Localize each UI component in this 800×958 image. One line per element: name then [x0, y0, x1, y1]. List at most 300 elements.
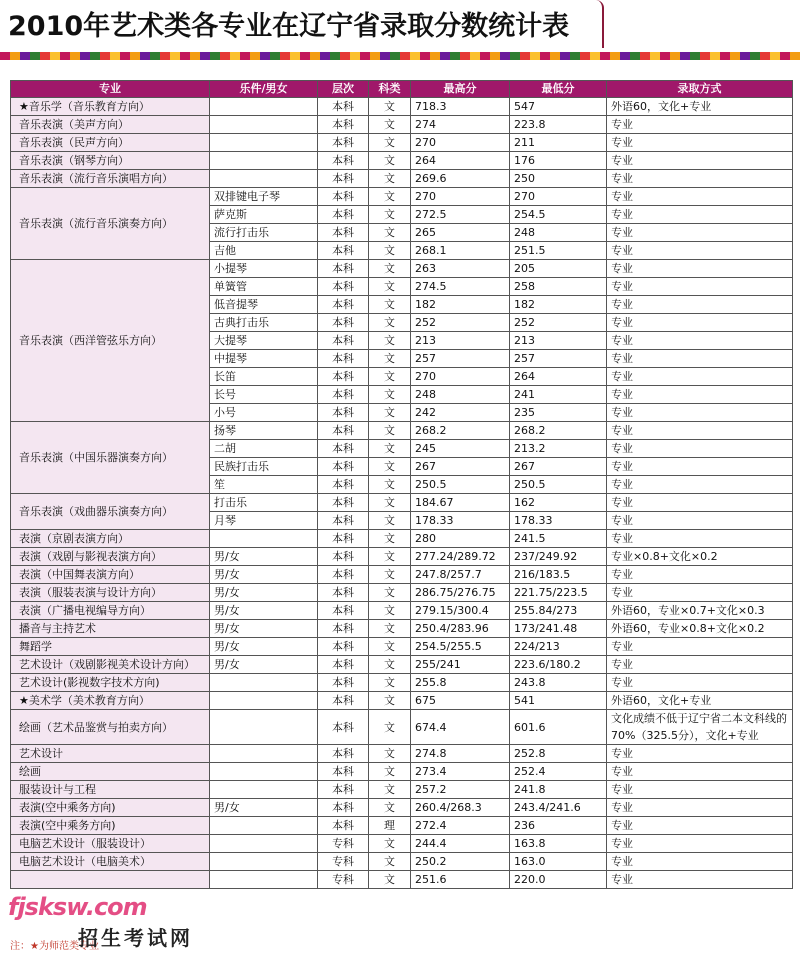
admission-method-cell: 专业 [607, 404, 793, 422]
max-score-cell: 254.5/255.5 [411, 638, 510, 656]
max-score-cell: 178.33 [411, 512, 510, 530]
level-cell: 本科 [318, 260, 369, 278]
min-score-cell: 252 [510, 314, 607, 332]
subject-cell: 文 [369, 206, 411, 224]
min-score-cell: 601.6 [510, 710, 607, 745]
subject-cell: 文 [369, 692, 411, 710]
max-score-cell: 250.4/283.96 [411, 620, 510, 638]
min-score-cell: 251.5 [510, 242, 607, 260]
max-score-cell: 248 [411, 386, 510, 404]
max-score-cell: 252 [411, 314, 510, 332]
major-cell: 音乐表演（戏曲器乐演奏方向） [11, 494, 210, 530]
subject-cell: 文 [369, 566, 411, 584]
column-header: 科类 [369, 81, 411, 98]
admission-method-cell: 专业 [607, 278, 793, 296]
level-cell: 本科 [318, 602, 369, 620]
admission-method-cell: 专业 [607, 835, 793, 853]
max-score-cell: 184.67 [411, 494, 510, 512]
admission-method-cell: 专业 [607, 422, 793, 440]
instrument-cell: 男/女 [210, 602, 318, 620]
max-score-cell: 182 [411, 296, 510, 314]
subject-cell: 文 [369, 386, 411, 404]
table-row [11, 98, 793, 116]
admission-method-cell: 专业 [607, 134, 793, 152]
major-cell: 音乐表演（钢琴方向） [11, 152, 210, 170]
table-row [11, 260, 793, 278]
instrument-cell: 双排键电子琴 [210, 188, 318, 206]
level-cell: 本科 [318, 710, 369, 745]
table-row [11, 763, 793, 781]
min-score-cell: 541 [510, 692, 607, 710]
subject-cell: 文 [369, 170, 411, 188]
major-cell: 音乐表演（中国乐器演奏方向） [11, 422, 210, 494]
instrument-cell [210, 530, 318, 548]
level-cell: 本科 [318, 440, 369, 458]
footnote: 注：★为师范类专业 [10, 941, 99, 952]
subject-cell: 文 [369, 422, 411, 440]
max-score-cell: 242 [411, 404, 510, 422]
min-score-cell: 221.75/223.5 [510, 584, 607, 602]
level-cell: 本科 [318, 98, 369, 116]
level-cell: 本科 [318, 530, 369, 548]
admission-method-cell: 专业 [607, 674, 793, 692]
admission-method-cell: 专业 [607, 871, 793, 889]
level-cell: 本科 [318, 188, 369, 206]
major-cell: 表演（服装表演与设计方向） [11, 584, 210, 602]
max-score-cell: 263 [411, 260, 510, 278]
instrument-cell [210, 781, 318, 799]
watermark-text: 招生考试网 [78, 926, 193, 950]
admission-method-cell: 专业 [607, 512, 793, 530]
major-cell: 表演（中国舞表演方向） [11, 566, 210, 584]
level-cell: 本科 [318, 781, 369, 799]
admission-method-cell: 专业 [607, 817, 793, 835]
min-score-cell: 236 [510, 817, 607, 835]
min-score-cell: 213 [510, 332, 607, 350]
admission-method-cell: 专业 [607, 745, 793, 763]
min-score-cell: 252.4 [510, 763, 607, 781]
instrument-cell [210, 170, 318, 188]
admission-method-cell: 专业 [607, 656, 793, 674]
admission-method-cell: 专业 [607, 530, 793, 548]
major-cell: 绘画（艺术品鉴赏与拍卖方向） [11, 710, 210, 745]
instrument-cell: 吉他 [210, 242, 318, 260]
max-score-cell: 265 [411, 224, 510, 242]
min-score-cell: 223.6/180.2 [510, 656, 607, 674]
instrument-cell [210, 98, 318, 116]
min-score-cell: 250.5 [510, 476, 607, 494]
admission-method-cell: 专业 [607, 260, 793, 278]
min-score-cell: 163.0 [510, 853, 607, 871]
instrument-cell: 男/女 [210, 638, 318, 656]
instrument-cell [210, 134, 318, 152]
max-score-cell: 255.8 [411, 674, 510, 692]
table-row [11, 710, 793, 745]
admission-method-cell: 专业 [607, 781, 793, 799]
admission-method-cell: 专业 [607, 386, 793, 404]
level-cell: 专科 [318, 871, 369, 889]
table-row [11, 853, 793, 871]
admission-method-cell: 专业 [607, 584, 793, 602]
instrument-cell: 小提琴 [210, 260, 318, 278]
subject-cell: 文 [369, 224, 411, 242]
max-score-cell: 274.8 [411, 745, 510, 763]
table-row [11, 656, 793, 674]
instrument-cell [210, 152, 318, 170]
level-cell: 本科 [318, 386, 369, 404]
instrument-cell: 长号 [210, 386, 318, 404]
min-score-cell: 223.8 [510, 116, 607, 134]
subject-cell: 文 [369, 314, 411, 332]
major-cell: 电脑艺术设计（电脑美术） [11, 853, 210, 871]
subject-cell: 文 [369, 152, 411, 170]
level-cell: 本科 [318, 584, 369, 602]
max-score-cell: 274 [411, 116, 510, 134]
min-score-cell: 258 [510, 278, 607, 296]
level-cell: 本科 [318, 422, 369, 440]
table-row [11, 638, 793, 656]
table-row [11, 781, 793, 799]
subject-cell: 理 [369, 817, 411, 835]
major-cell: 音乐表演（流行音乐演唱方向） [11, 170, 210, 188]
min-score-cell: 220.0 [510, 871, 607, 889]
major-cell: 表演（京剧表演方向） [11, 530, 210, 548]
subject-cell: 文 [369, 278, 411, 296]
max-score-cell: 267 [411, 458, 510, 476]
table-row [11, 674, 793, 692]
instrument-cell: 单簧管 [210, 278, 318, 296]
subject-cell: 文 [369, 710, 411, 745]
table-row [11, 116, 793, 134]
instrument-cell [210, 116, 318, 134]
min-score-cell: 216/183.5 [510, 566, 607, 584]
level-cell: 本科 [318, 368, 369, 386]
level-cell: 本科 [318, 656, 369, 674]
level-cell: 本科 [318, 224, 369, 242]
max-score-cell: 268.2 [411, 422, 510, 440]
level-cell: 本科 [318, 296, 369, 314]
table-row [11, 530, 793, 548]
subject-cell: 文 [369, 242, 411, 260]
max-score-cell: 279.15/300.4 [411, 602, 510, 620]
min-score-cell: 224/213 [510, 638, 607, 656]
level-cell: 本科 [318, 242, 369, 260]
max-score-cell: 250.5 [411, 476, 510, 494]
major-cell: 电脑艺术设计（服装设计） [11, 835, 210, 853]
major-cell: 舞蹈学 [11, 638, 210, 656]
instrument-cell: 低音提琴 [210, 296, 318, 314]
admission-method-cell: 文化成绩不低于辽宁省二本文科线的70%（325.5分），文化+专业 [607, 710, 793, 745]
subject-cell: 文 [369, 494, 411, 512]
instrument-cell [210, 817, 318, 835]
subject-cell: 文 [369, 853, 411, 871]
instrument-cell: 男/女 [210, 799, 318, 817]
max-score-cell: 247.8/257.7 [411, 566, 510, 584]
min-score-cell: 173/241.48 [510, 620, 607, 638]
admission-method-cell: 专业 [607, 170, 793, 188]
max-score-cell: 269.6 [411, 170, 510, 188]
level-cell: 本科 [318, 458, 369, 476]
max-score-cell: 257 [411, 350, 510, 368]
instrument-cell: 古典打击乐 [210, 314, 318, 332]
admission-method-cell: 专业 [607, 224, 793, 242]
max-score-cell: 250.2 [411, 853, 510, 871]
max-score-cell: 268.1 [411, 242, 510, 260]
column-header: 最低分 [510, 81, 607, 98]
admission-method-cell: 专业 [607, 296, 793, 314]
table-row [11, 745, 793, 763]
admission-method-cell: 专业 [607, 206, 793, 224]
level-cell: 本科 [318, 620, 369, 638]
column-header: 录取方式 [607, 81, 793, 98]
instrument-cell: 男/女 [210, 620, 318, 638]
subject-cell: 文 [369, 674, 411, 692]
max-score-cell: 264 [411, 152, 510, 170]
subject-cell: 文 [369, 548, 411, 566]
subject-cell: 文 [369, 260, 411, 278]
instrument-cell: 月琴 [210, 512, 318, 530]
subject-cell: 文 [369, 368, 411, 386]
max-score-cell: 286.75/276.75 [411, 584, 510, 602]
max-score-cell: 270 [411, 188, 510, 206]
subject-cell: 文 [369, 188, 411, 206]
table-row [11, 602, 793, 620]
major-cell: 表演（戏剧与影视表演方向） [11, 548, 210, 566]
table-row [11, 548, 793, 566]
max-score-cell: 244.4 [411, 835, 510, 853]
instrument-cell: 笙 [210, 476, 318, 494]
max-score-cell: 257.2 [411, 781, 510, 799]
instrument-cell: 男/女 [210, 584, 318, 602]
major-cell: 音乐表演（美声方向） [11, 116, 210, 134]
admission-method-cell: 专业 [607, 799, 793, 817]
level-cell: 本科 [318, 152, 369, 170]
min-score-cell: 255.84/273 [510, 602, 607, 620]
min-score-cell: 182 [510, 296, 607, 314]
max-score-cell: 270 [411, 368, 510, 386]
subject-cell: 文 [369, 98, 411, 116]
major-cell: 表演（广播电视编导方向） [11, 602, 210, 620]
subject-cell: 文 [369, 656, 411, 674]
instrument-cell: 萨克斯 [210, 206, 318, 224]
level-cell: 本科 [318, 134, 369, 152]
admission-method-cell: 专业 [607, 116, 793, 134]
min-score-cell: 162 [510, 494, 607, 512]
major-cell: 表演(空中乘务方向) [11, 817, 210, 835]
level-cell: 本科 [318, 763, 369, 781]
instrument-cell: 小号 [210, 404, 318, 422]
level-cell: 本科 [318, 512, 369, 530]
subject-cell: 文 [369, 871, 411, 889]
instrument-cell [210, 853, 318, 871]
level-cell: 本科 [318, 278, 369, 296]
subject-cell: 文 [369, 835, 411, 853]
instrument-cell: 扬琴 [210, 422, 318, 440]
level-cell: 本科 [318, 548, 369, 566]
table-row [11, 871, 793, 889]
max-score-cell: 213 [411, 332, 510, 350]
subject-cell: 文 [369, 296, 411, 314]
major-cell: 服装设计与工程 [11, 781, 210, 799]
admission-method-cell: 专业 [607, 188, 793, 206]
min-score-cell: 254.5 [510, 206, 607, 224]
admission-method-cell: 专业 [607, 332, 793, 350]
admission-method-cell: 专业 [607, 763, 793, 781]
subject-cell: 文 [369, 638, 411, 656]
subject-cell: 文 [369, 620, 411, 638]
table-row [11, 620, 793, 638]
table-row [11, 692, 793, 710]
admission-method-cell: 专业×0.8+文化×0.2 [607, 548, 793, 566]
max-score-cell: 280 [411, 530, 510, 548]
instrument-cell [210, 674, 318, 692]
min-score-cell: 252.8 [510, 745, 607, 763]
level-cell: 本科 [318, 638, 369, 656]
level-cell: 本科 [318, 476, 369, 494]
level-cell: 本科 [318, 170, 369, 188]
level-cell: 本科 [318, 350, 369, 368]
table-row [11, 835, 793, 853]
subject-cell: 文 [369, 781, 411, 799]
subject-cell: 文 [369, 404, 411, 422]
table-row [11, 584, 793, 602]
table-row [11, 422, 793, 440]
min-score-cell: 257 [510, 350, 607, 368]
instrument-cell: 男/女 [210, 656, 318, 674]
admission-method-cell: 专业 [607, 440, 793, 458]
max-score-cell: 272.5 [411, 206, 510, 224]
instrument-cell: 二胡 [210, 440, 318, 458]
min-score-cell: 211 [510, 134, 607, 152]
min-score-cell: 248 [510, 224, 607, 242]
instrument-cell: 男/女 [210, 548, 318, 566]
major-cell: 艺术设计 [11, 745, 210, 763]
instrument-cell: 大提琴 [210, 332, 318, 350]
major-cell: 音乐表演（西洋管弦乐方向） [11, 260, 210, 422]
table-row [11, 817, 793, 835]
admission-method-cell: 专业 [607, 494, 793, 512]
instrument-cell: 打击乐 [210, 494, 318, 512]
instrument-cell: 民族打击乐 [210, 458, 318, 476]
subject-cell: 文 [369, 332, 411, 350]
min-score-cell: 213.2 [510, 440, 607, 458]
min-score-cell: 163.8 [510, 835, 607, 853]
min-score-cell: 237/249.92 [510, 548, 607, 566]
table-row [11, 494, 793, 512]
admission-method-cell: 专业 [607, 566, 793, 584]
subject-cell: 文 [369, 602, 411, 620]
instrument-cell: 中提琴 [210, 350, 318, 368]
min-score-cell: 178.33 [510, 512, 607, 530]
major-cell: 表演(空中乘务方向) [11, 799, 210, 817]
max-score-cell: 674.4 [411, 710, 510, 745]
level-cell: 本科 [318, 314, 369, 332]
admission-method-cell: 专业 [607, 853, 793, 871]
table-row [11, 152, 793, 170]
level-cell: 本科 [318, 799, 369, 817]
max-score-cell: 274.5 [411, 278, 510, 296]
level-cell: 本科 [318, 404, 369, 422]
min-score-cell: 264 [510, 368, 607, 386]
level-cell: 本科 [318, 332, 369, 350]
min-score-cell: 241.8 [510, 781, 607, 799]
min-score-cell: 205 [510, 260, 607, 278]
table-row [11, 134, 793, 152]
max-score-cell: 255/241 [411, 656, 510, 674]
subject-cell: 文 [369, 458, 411, 476]
subject-cell: 文 [369, 440, 411, 458]
min-score-cell: 243.8 [510, 674, 607, 692]
max-score-cell: 277.24/289.72 [411, 548, 510, 566]
table-row [11, 799, 793, 817]
max-score-cell: 273.4 [411, 763, 510, 781]
level-cell: 专科 [318, 853, 369, 871]
subject-cell: 文 [369, 799, 411, 817]
column-header: 层次 [318, 81, 369, 98]
instrument-cell [210, 871, 318, 889]
instrument-cell [210, 692, 318, 710]
major-cell [11, 871, 210, 889]
subject-cell: 文 [369, 745, 411, 763]
subject-cell: 文 [369, 763, 411, 781]
level-cell: 本科 [318, 206, 369, 224]
max-score-cell: 272.4 [411, 817, 510, 835]
instrument-cell: 流行打击乐 [210, 224, 318, 242]
subject-cell: 文 [369, 116, 411, 134]
major-cell: ★美术学（美术教育方向） [11, 692, 210, 710]
max-score-cell: 270 [411, 134, 510, 152]
admission-method-cell: 专业 [607, 314, 793, 332]
instrument-cell [210, 835, 318, 853]
min-score-cell: 235 [510, 404, 607, 422]
instrument-cell: 长笛 [210, 368, 318, 386]
major-cell: 绘画 [11, 763, 210, 781]
subject-cell: 文 [369, 530, 411, 548]
min-score-cell: 241.5 [510, 530, 607, 548]
instrument-cell [210, 763, 318, 781]
min-score-cell: 176 [510, 152, 607, 170]
level-cell: 本科 [318, 692, 369, 710]
major-cell: 艺术设计（戏剧影视美术设计方向） [11, 656, 210, 674]
major-cell: ★音乐学（音乐教育方向） [11, 98, 210, 116]
watermark-logo: fjsksw.com [8, 893, 147, 921]
level-cell: 本科 [318, 494, 369, 512]
major-cell: 音乐表演（流行音乐演奏方向） [11, 188, 210, 260]
min-score-cell: 267 [510, 458, 607, 476]
table-header-row [11, 81, 793, 98]
min-score-cell: 241 [510, 386, 607, 404]
level-cell: 本科 [318, 116, 369, 134]
min-score-cell: 270 [510, 188, 607, 206]
subject-cell: 文 [369, 350, 411, 368]
table-row [11, 170, 793, 188]
major-cell: 音乐表演（民声方向） [11, 134, 210, 152]
major-cell: 艺术设计(影视数字技术方向) [11, 674, 210, 692]
admission-method-cell: 专业 [607, 368, 793, 386]
admission-method-cell: 外语60，文化+专业 [607, 98, 793, 116]
max-score-cell: 260.4/268.3 [411, 799, 510, 817]
major-cell: 播音与主持艺术 [11, 620, 210, 638]
score-table [10, 80, 793, 889]
min-score-cell: 268.2 [510, 422, 607, 440]
min-score-cell: 243.4/241.6 [510, 799, 607, 817]
max-score-cell: 718.3 [411, 98, 510, 116]
admission-method-cell: 外语60，文化+专业 [607, 692, 793, 710]
level-cell: 本科 [318, 674, 369, 692]
admission-method-cell: 专业 [607, 476, 793, 494]
level-cell: 本科 [318, 566, 369, 584]
admission-method-cell: 外语60，专业×0.7+文化×0.3 [607, 602, 793, 620]
